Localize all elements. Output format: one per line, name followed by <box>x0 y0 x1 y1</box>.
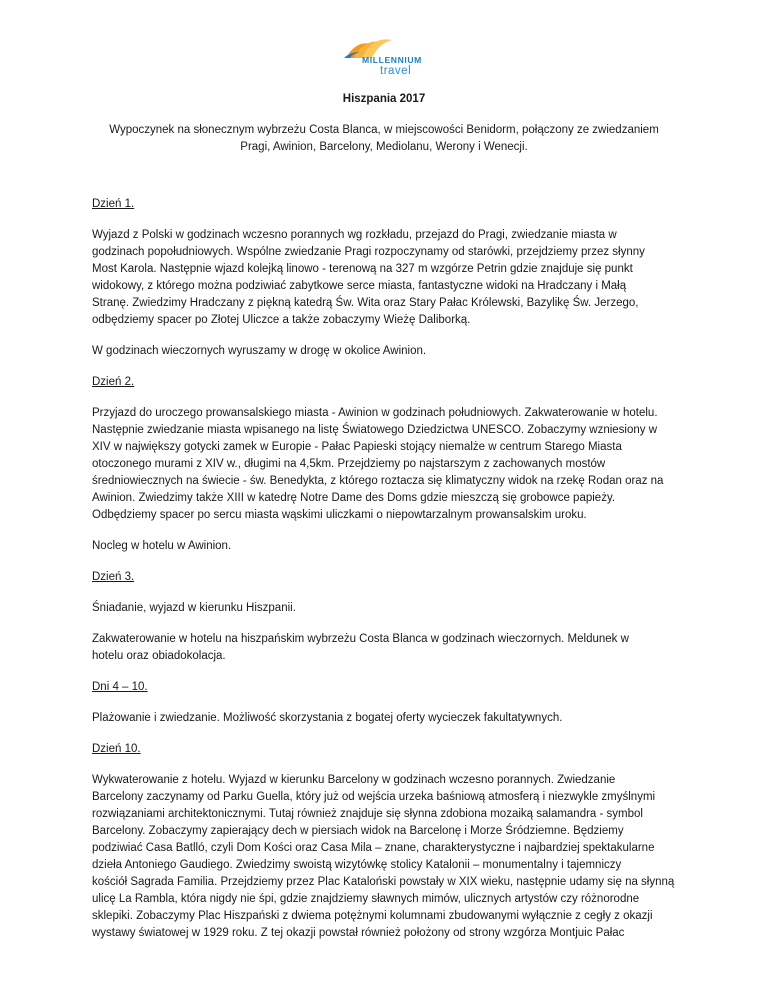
day-1-description: Wyjazd z Polski w godzinach wczesno porannych wg rozkładu, przejazd do Pragi, zwiedzanie miasta w godzinach popołudniowych. Wspólne zwiedzanie Pragi rozpoczynamy od starówki, przejdziemy przez słynny Most Karola. Następnie wjazd kolejką linowo - terenową na 327 m wzgórze Petrin gdzie znajduje się punkt widokowy, z którego można podziwiać zabytkowe serce miasta, fantastyczne widoki na Hradczany i Małą Stranę. Zwiedzimy Hradczany z piękną katedrą Św. Wita oraz Stary Pałac Królewski, Bazylikę Św. Jerzego, odbędziemy spacer po Złotej Uliczce a także zobaczymy Wieżę Daliborką. <box>92 229 645 326</box>
logo-tagline: travel <box>380 65 412 77</box>
day-10-heading: Dzień 10. <box>92 743 141 755</box>
day-1-evening-note: W godzinach wieczornych wyruszamy w drogę w okolice Awinion. <box>92 345 427 357</box>
day-2-heading: Dzień 2. <box>92 376 135 388</box>
day-3-description: Śniadanie, wyjazd w kierunku Hiszpanii. <box>92 602 296 614</box>
day-3-heading: Dzień 3. <box>92 571 135 583</box>
days-4-10-heading: Dni 4 – 10. <box>92 681 148 693</box>
days-4-10-description: Plażowanie i zwiedzanie. Możliwość skorzystania z bogatej oferty wycieczek fakultatywnych. <box>92 712 563 724</box>
day-3-accommodation: Zakwaterowanie w hotelu na hiszpańskim wybrzeżu Costa Blanca w godzinach wieczornych. Meldunek w hotelu oraz obiadokolacja. <box>92 633 629 662</box>
company-logo <box>334 30 454 82</box>
logo-name: MILLENNIUM <box>362 55 422 65</box>
day-1-heading: Dzień 1. <box>92 198 135 210</box>
day-10-description: Wykwaterowanie z hotelu. Wyjazd w kierunku Barcelony w godzinach wczesno porannych. Zwiedzanie Barcelony zaczynamy od Parku Guella, który już od wejścia urzeka baśniową atmosferą i niezwykle zmyślnymi rozwiązaniami architektonicznymi. Tutaj również znajduje się słynna zdobiona mozaiką salamandra - symbol Barcelony. Zobaczymy zapierający dech w piersiach widok na Barcelonę i Morze Śródziemne. Będziemy podziwiać Casa Batlló, czyli Dom Kości oraz Casa Mila – znane, charakterystyczne i najbardziej spektakularne dzieła Antoniego Gaudiego. Zwiedzimy swoistą wizytówkę stolicy Katalonii – monumentalny i tajemniczy kościół Sagrada Familia. Przejdziemy przez Plac Kataloński powstały w XIX wieku, następnie udamy się na słynną ulicę La Rambla, która nigdy nie śpi, gdzie znajdziemy sławnych mimów, ulicznych artystów czy różnorodne sklepiki. Zobaczymy Plac Hiszpański z dwiema potężnymi kolumnami zbudowanymi wyłącznie z cegły z okazji wystawy światowej w 1929 roku. Z tej okazji powstał również położony od strony wzgórza Montjuic Pałac <box>92 774 675 939</box>
itinerary <box>92 196 680 956</box>
document-title: Hiszpania 2017 <box>342 93 426 105</box>
day-2-description: Przyjazd do uroczego prowansalskiego miasta - Awinion w godzinach południowych. Zakwaterowanie w hotelu. Następnie zwiedzanie miasta wpisanego na listę Światowego Dziedzictwa UNESCO. Zobaczymy wzniesiony w XIV w największy gotycki zamek w Europie - Pałac Papieski stojący niemalże w centrum Starego Miasta otoczonego murami z XIV w., długimi na 4,5km. Przejdziemy po najstarszym z zachowanych mostów średniowiecznych na świecie - św. Benedykta, z którego roztacza się klimatyczny widok na rzekę Rodan oraz na Awinion. Zwiedzimy także XIII w katedrę Notre Dame des Doms gdzie mieszczą się grobowce papieży. Odbędziemy spacer po sercu miasta wąskimi uliczkami o niepowtarzalnym prowansalskim uroku. <box>92 407 664 521</box>
document-intro: Wypoczynek na słonecznym wybrzeżu Costa Blanca, w miejscowości Benidorm, połączony ze zwiedzaniem Pragi, Awinion, Barcelony, Mediolanu, Werony i Wenecji. <box>109 124 659 153</box>
day-2-overnight-note: Nocleg w hotelu w Awinion. <box>92 540 232 552</box>
